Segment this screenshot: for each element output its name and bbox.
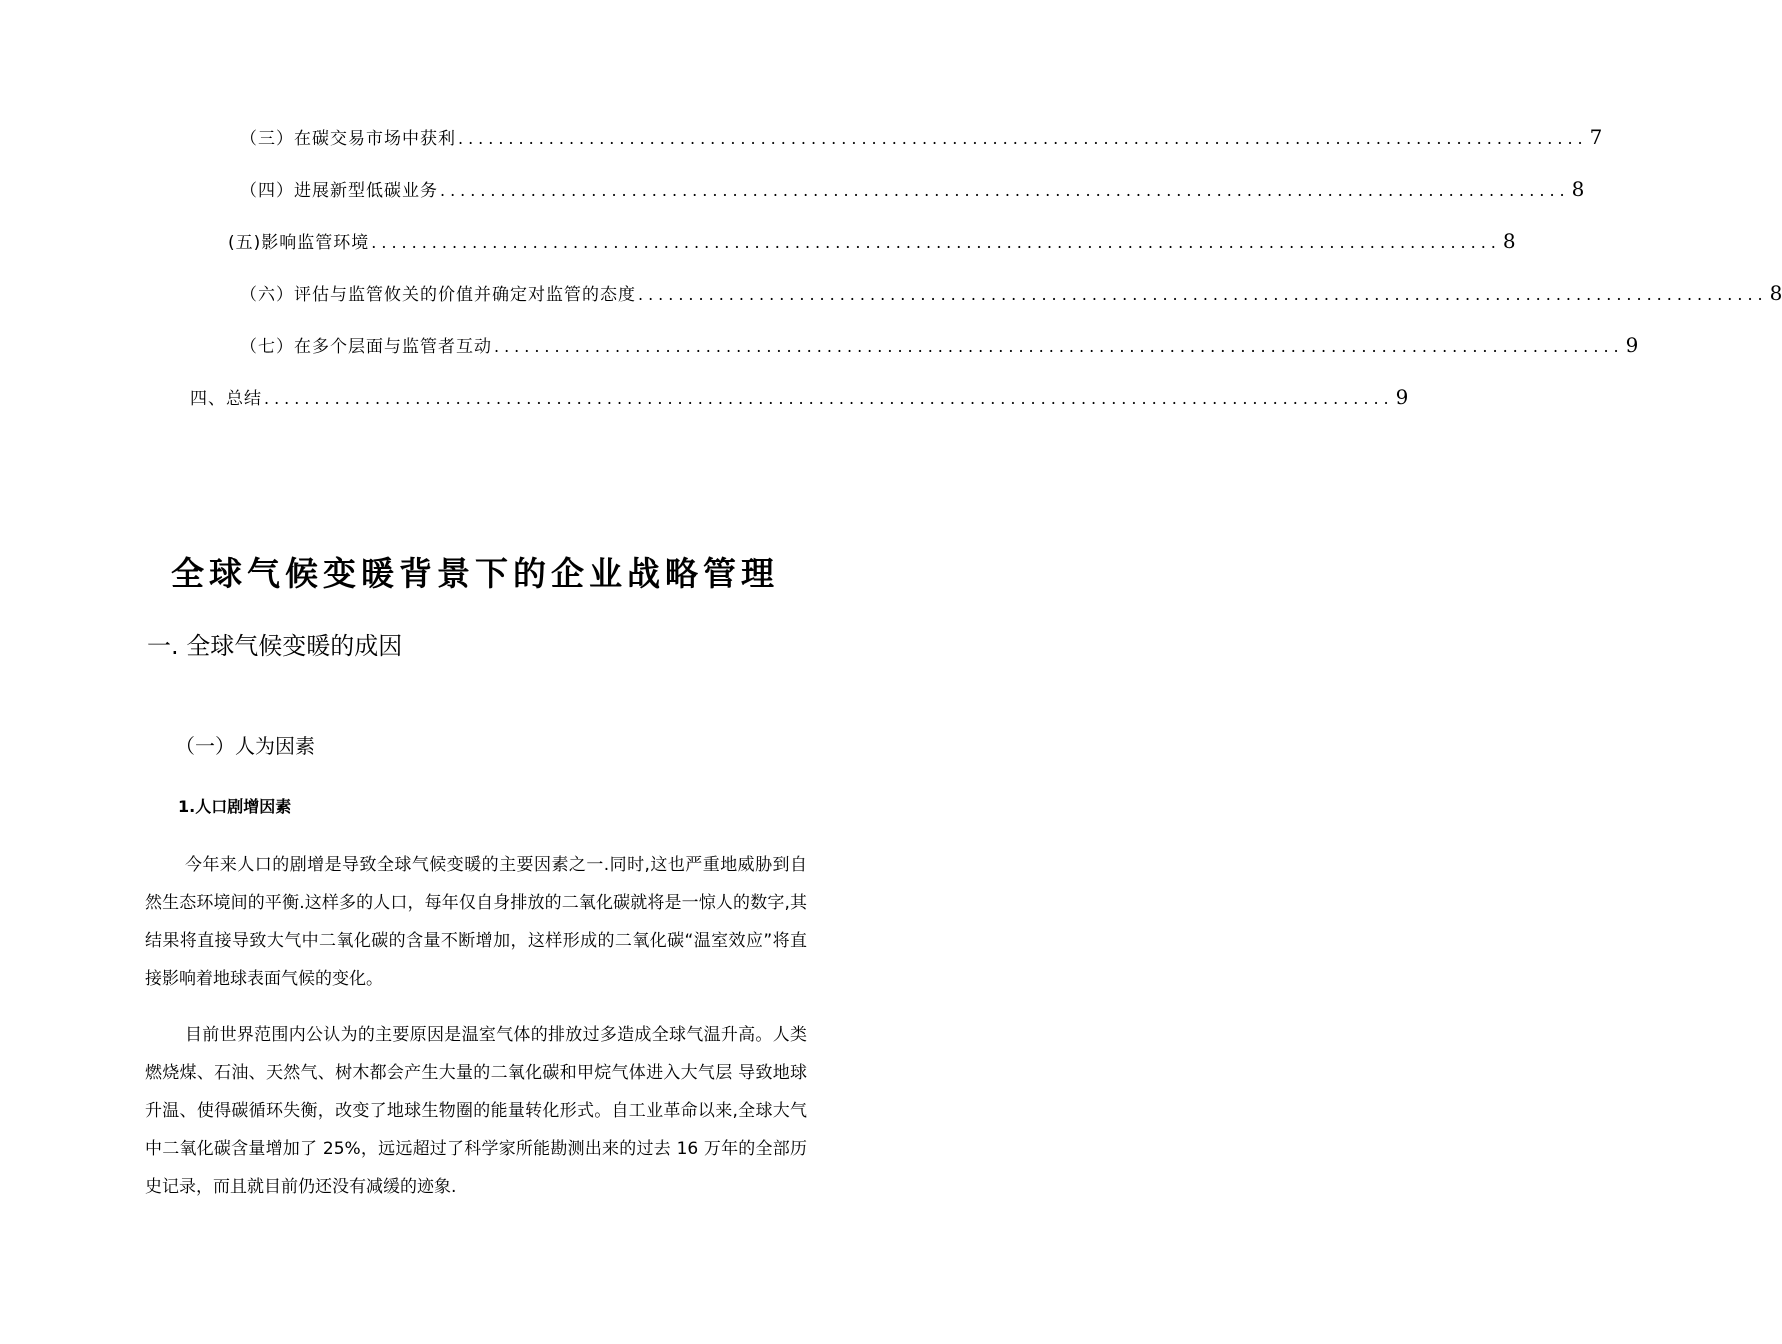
toc-entry-label: （四）进展新型低碳业务 <box>240 181 438 201</box>
toc-leader-dots: ................................................................................................................ <box>638 285 1768 304</box>
toc-page-number: 9 <box>1395 385 1409 409</box>
body-paragraph: 今年来人口的剧增是导致全球气候变暖的主要因素之一.同时,这也严重地威胁到自然生态环境间的平衡.这样多的人口，每年仅自身排放的二氧化碳就将是一惊人的数字,其结果将直接导致大气中二氧化碳的含量不断增加，这样形成的二氧化碳“温室效应”将直接影响着地球表面气候的变化。 <box>145 855 807 989</box>
toc-page-number: 7 <box>1589 125 1603 149</box>
toc-entry[interactable] <box>240 280 1782 305</box>
subsection-heading: （一）人为因素 <box>175 734 315 758</box>
document-title: 全球气候变暖背景下的企业战略管理 <box>171 554 779 593</box>
toc-entry-label: （六）评估与监管攸关的价值并确定对监管的态度 <box>240 285 636 305</box>
sub-subsection-heading: 1.人口剧增因素 <box>178 797 292 816</box>
toc-entry-label: （七）在多个层面与监管者互动 <box>240 337 492 357</box>
toc-entry[interactable] <box>240 176 1585 201</box>
toc-entry-label: 四、总结 <box>190 389 262 409</box>
toc-page-number: 9 <box>1625 333 1639 357</box>
toc-leader-dots: ................................................................................................................ <box>458 129 1588 148</box>
toc-entry[interactable] <box>240 124 1603 149</box>
toc-entry[interactable] <box>228 228 1516 253</box>
toc-entry-label: (五)影响监管环境 <box>228 233 370 253</box>
toc-leader-dots: ................................................................................................................ <box>371 233 1501 252</box>
toc-page-number: 8 <box>1502 229 1516 253</box>
toc-leader-dots: ................................................................................................................ <box>264 389 1394 408</box>
section-heading: 一. 全球气候变暖的成因 <box>147 632 403 660</box>
toc-leader-dots: ................................................................................................................ <box>440 181 1570 200</box>
body-paragraph: 目前世界范围内公认为的主要原因是温室气体的排放过多造成全球气温升高。人类燃烧煤、石油、天然气、树木都会产生大量的二氧化碳和甲烷气体进入大气层 导致地球升温、使得碳循环失衡，改变了地球生物圈的能量转化形式。自工业革命以来,全球大气中二氧化碳含量增加了 25%，远远超过了科学家所能勘测出来的过去 16 万年的全部历史记录，而且就目前仍还没有减缓的迹象. <box>145 1025 807 1197</box>
toc-entry-label: （三）在碳交易市场中获利 <box>240 129 456 149</box>
toc-page-number: 8 <box>1571 177 1585 201</box>
toc-entry[interactable] <box>240 332 1639 357</box>
toc-entry[interactable] <box>190 384 1409 409</box>
toc-page-number: 8 <box>1769 281 1782 305</box>
toc-leader-dots: ................................................................................................................ <box>494 337 1624 356</box>
